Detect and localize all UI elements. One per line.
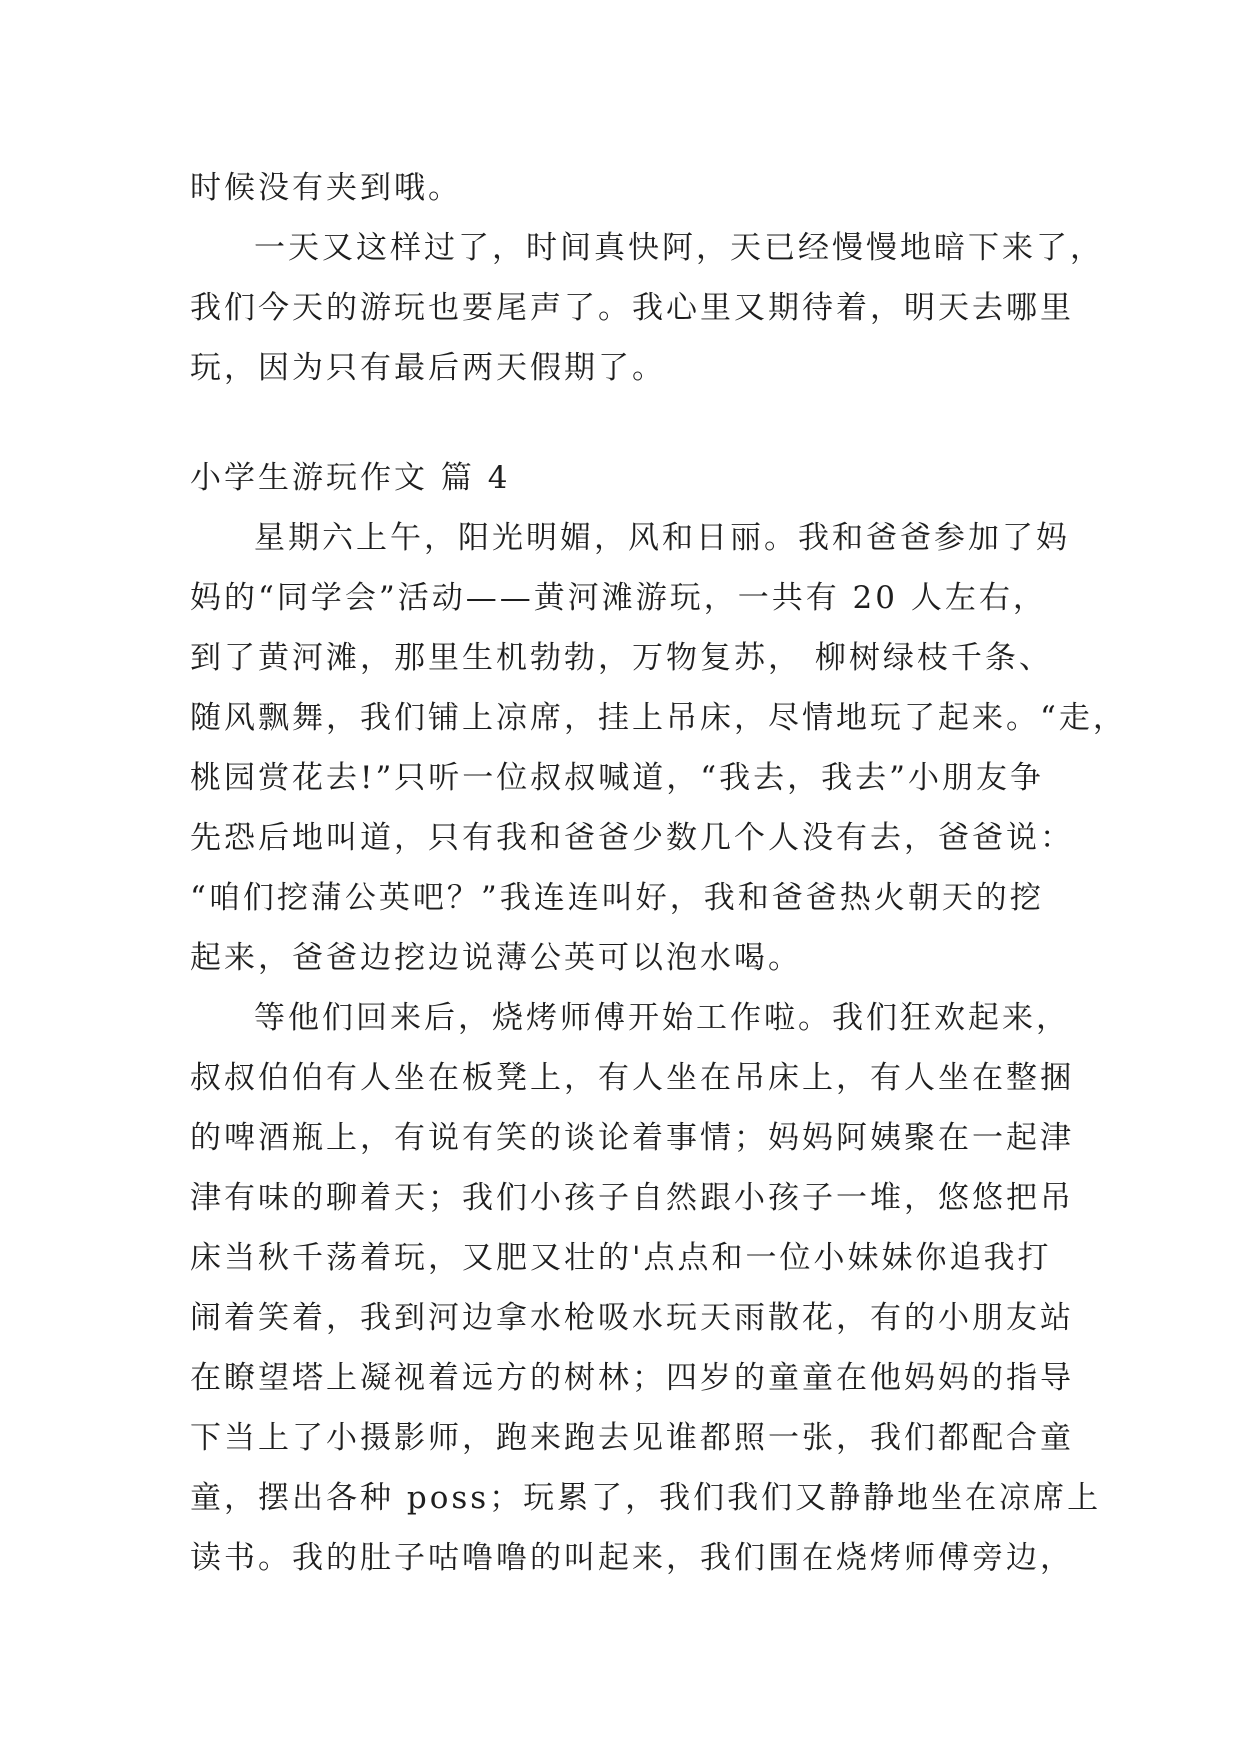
text-line: 叔叔伯伯有人坐在板凳上，有人坐在吊床上，有人坐在整捆 (190, 1060, 1074, 1096)
paragraph-first-line: 一天又这样过了，时间真快阿，天已经慢慢地暗下来了， (254, 230, 1104, 266)
text-line: 津有味的聊着天；我们小孩子自然跟小孩子一堆，悠悠把吊 (190, 1180, 1074, 1216)
text-line: 桃园赏花去!”只听一位叔叔喊道，“我去，我去”小朋友争 (190, 760, 1044, 796)
text-line: 闹着笑着，我到河边拿水枪吸水玩天雨散花，有的小朋友站 (190, 1300, 1074, 1336)
text-line: 随风飘舞，我们铺上凉席，挂上吊床，尽情地玩了起来。“走， (190, 700, 1127, 736)
text-line: 童，摆出各种 poss；玩累了，我们我们又静静地坐在凉席上 (190, 1480, 1102, 1516)
text-line: 玩，因为只有最后两天假期了。 (190, 350, 666, 386)
paragraph-first-line: 等他们回来后，烧烤师傅开始工作啦。我们狂欢起来， (254, 1000, 1070, 1036)
text-line: 读书。我的肚子咕噜噜的叫起来，我们围在烧烤师傅旁边， (190, 1540, 1074, 1576)
text-line: 先恐后地叫道，只有我和爸爸少数几个人没有去，爸爸说： (190, 820, 1074, 856)
text-line: 下当上了小摄影师，跑来跑去见谁都照一张，我们都配合童 (190, 1420, 1074, 1456)
text-line: 到了黄河滩，那里生机勃勃，万物复苏， 柳树绿枝千条、 (190, 640, 1053, 676)
text-line: 床当秋千荡着玩，又肥又壮的'点点和一位小妹妹你追我打 (190, 1240, 1052, 1276)
paragraph-first-line: 星期六上午，阳光明媚，风和日丽。我和爸爸参加了妈 (254, 520, 1070, 556)
text-line: 时候没有夹到哦。 (190, 170, 462, 206)
text-line: “咱们挖蒲公英吧？”我连连叫好，我和爸爸热火朝天的挖 (190, 880, 1044, 916)
text-line: 的啤酒瓶上，有说有笑的谈论着事情；妈妈阿姨聚在一起津 (190, 1120, 1074, 1156)
text-line: 起来，爸爸边挖边说薄公英可以泡水喝。 (190, 940, 802, 976)
section-heading: 小学生游玩作文 篇 4 (190, 460, 511, 496)
text-line: 我们今天的游玩也要尾声了。我心里又期待着，明天去哪里 (190, 290, 1074, 326)
text-line: 在瞭望塔上凝视着远方的树林；四岁的童童在他妈妈的指导 (190, 1360, 1074, 1396)
text-line: 妈的“同学会”活动——黄河滩游玩，一共有 20 人左右， (190, 580, 1047, 616)
